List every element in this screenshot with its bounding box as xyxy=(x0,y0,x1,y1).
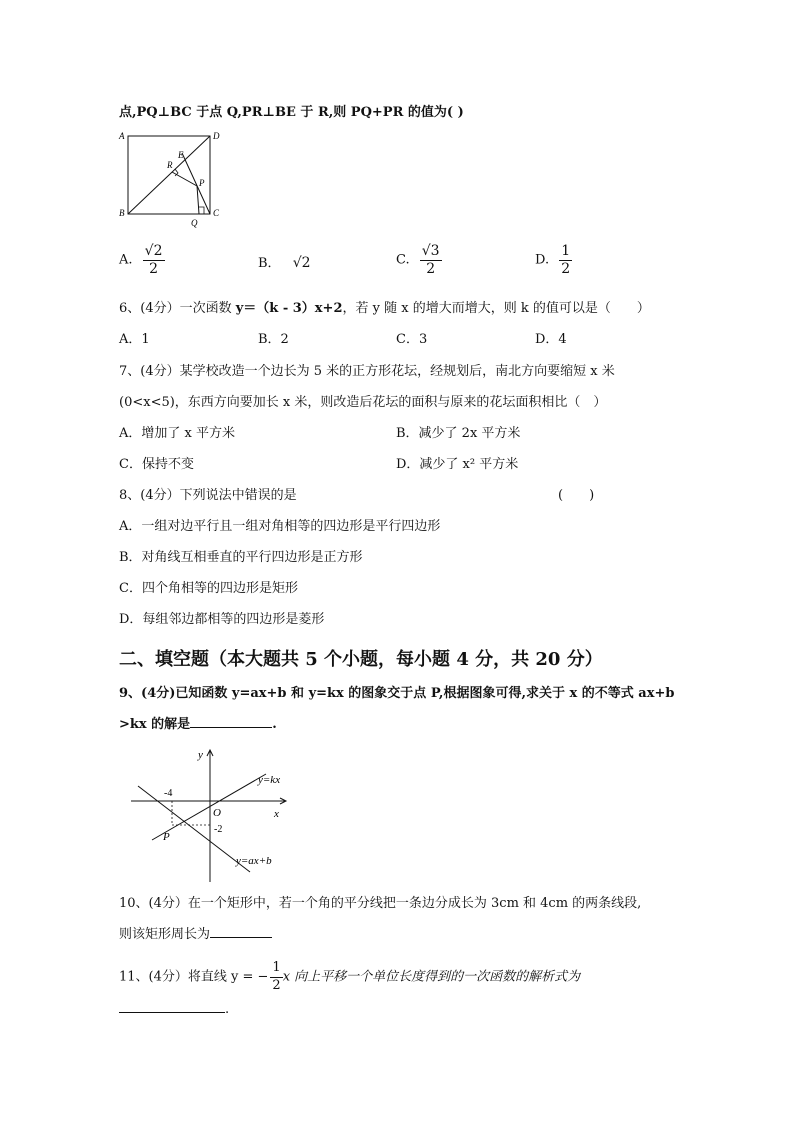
q7-option-b[interactable]: B．减少了 2x 平方米 xyxy=(396,426,521,441)
point-p-label: P xyxy=(163,831,170,843)
axis-x-label: x xyxy=(274,808,279,820)
q8-answer-paren: ( ) xyxy=(558,488,595,503)
q10-stem-line2: 则该矩形周长为 xyxy=(119,925,272,945)
q7-option-c[interactable]: C．保持不变 xyxy=(119,457,194,472)
axis-y-label: y xyxy=(198,749,203,761)
q9-answer-blank[interactable] xyxy=(190,727,272,728)
label-E: E xyxy=(178,150,184,160)
q11-answer-blank[interactable] xyxy=(119,1012,225,1013)
label-R: R xyxy=(167,160,173,170)
q8-option-c[interactable]: C．四个角相等的四边形是矩形 xyxy=(119,581,298,596)
label-P: P xyxy=(199,178,205,188)
q9-stem-line1: 9、(4分)已知函数 y=ax+b 和 y=kx 的图象交于点 P,根据图象可得,求关于 x 的不等式 ax+b xyxy=(119,686,675,701)
tick-neg2: -2 xyxy=(214,824,223,835)
q9-graph-figure xyxy=(126,746,296,884)
label-C: C xyxy=(213,208,220,218)
q5-option-d[interactable]: D. $\frac{1}{2}$ xyxy=(535,243,571,277)
q8-option-d[interactable]: D．每组邻边都相等的四边形是菱形 xyxy=(119,612,325,627)
sqrt2-value: √2 xyxy=(292,255,311,271)
frac-num: √3 xyxy=(421,243,440,259)
q6-equation: y＝（k - 3）x+2 xyxy=(235,301,343,316)
q6-option-c[interactable]: C．3 xyxy=(396,332,428,347)
q11-answer-line: . xyxy=(119,1000,229,1020)
label-A: A xyxy=(119,131,125,141)
frac-den: 2 xyxy=(272,978,281,993)
frac-den: 2 xyxy=(426,261,436,277)
q9-stem-line2: >kx 的解是 . xyxy=(119,717,277,732)
q7-option-a[interactable]: A．增加了 x 平方米 xyxy=(119,426,235,441)
line-ykx-label: y=kx xyxy=(258,774,281,786)
label-Q: Q xyxy=(191,218,198,228)
q5-option-b[interactable]: B． √2 xyxy=(258,255,311,271)
section-2-heading: 二、填空题（本大题共 5 个小题，每小题 4 分，共 20 分） xyxy=(119,649,603,670)
q7-stem-line1: 7、(4分）某学校改造一个边长为 5 米的正方形花坛，经规划后，南北方向要缩短 x 米 xyxy=(119,364,615,379)
q5-square-figure xyxy=(114,126,226,230)
label-B: B xyxy=(119,208,125,218)
q6-stem: 6、(4分）一次函数 y＝（k - 3）x+2，若 y 随 x 的增大而增大，则 k 的值可以是（ ） xyxy=(119,301,650,316)
q8-option-a[interactable]: A．一组对边平行且一组对角相等的四边形是平行四边形 xyxy=(119,519,441,534)
line-yaxb-label: y=ax+b xyxy=(236,855,272,867)
frac-num: √2 xyxy=(144,243,163,259)
origin-label: O xyxy=(213,807,221,819)
q10-answer-blank[interactable] xyxy=(210,937,272,938)
q5-stem: 点,PQ⊥BC 于点 Q,PR⊥BE 于 R,则 PQ+PR 的值为( ) xyxy=(119,105,464,120)
q8-stem: 8、(4分）下列说法中错误的是 xyxy=(119,488,297,503)
q6-option-b[interactable]: B．2 xyxy=(258,332,289,347)
q6-option-a[interactable]: A．1 xyxy=(119,332,150,347)
frac-num: 1 xyxy=(270,960,282,978)
q5-option-c[interactable]: C. $\frac{√3}{2}$ xyxy=(396,243,440,277)
q7-option-d[interactable]: D．减少了 x² 平方米 xyxy=(396,457,519,472)
q10-stem-line1: 10、(4分）在一个矩形中，若一个角的平分线把一条边分成长为 3cm 和 4cm 的两条线段, xyxy=(119,896,642,911)
q6-option-d[interactable]: D．4 xyxy=(535,332,567,347)
q8-option-b[interactable]: B．对角线互相垂直的平行四边形是正方形 xyxy=(119,550,363,565)
frac-den: 2 xyxy=(561,261,571,277)
frac-num: 1 xyxy=(561,243,571,259)
q11-stem: 11、(4分）将直线 y = − $\frac{1}{2}$ x 向上平移一个单位长度得到的一次函数的解析式为 xyxy=(119,960,581,993)
q5-option-a[interactable]: A. $\frac{√2}{2}$ xyxy=(119,243,163,277)
label-D: D xyxy=(213,131,220,141)
q7-stem-line2: (0<x<5)，东西方向要加长 x 米，则改造后花坛的面积与原来的花坛面积相比（ ） xyxy=(119,395,607,410)
frac-den: 2 xyxy=(149,261,159,277)
tick-neg4: -4 xyxy=(164,788,173,799)
